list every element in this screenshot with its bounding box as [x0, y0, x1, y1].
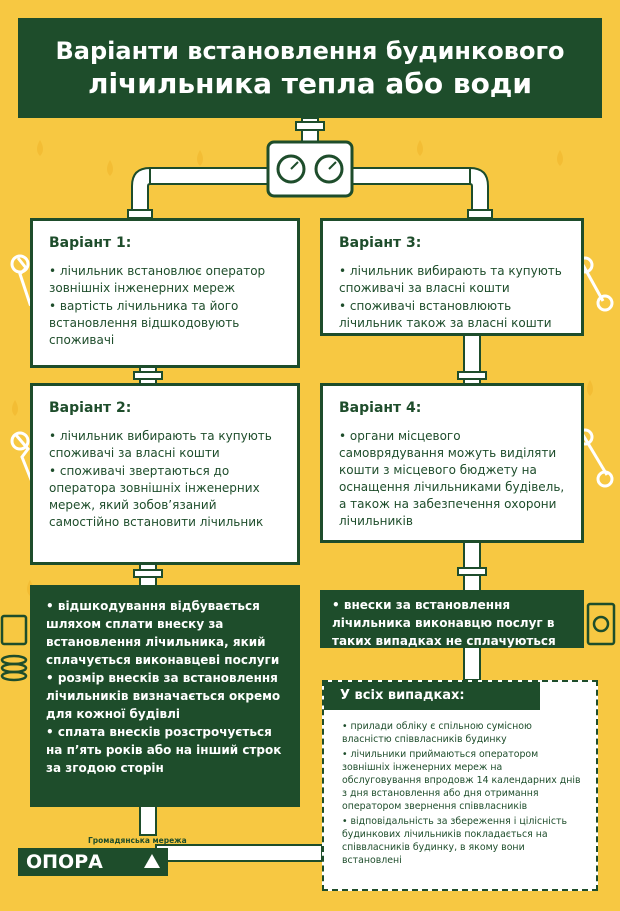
variant-2-title: Варіант 2:: [49, 400, 132, 416]
logo-network: Громадянська мережа: [88, 836, 187, 845]
all-cases-item: • відповідальність за збереження і цілісність будинкових лічильників покладається на співвласників будинку, в якому вони встановлені: [342, 816, 567, 866]
variant-4-card: [320, 383, 584, 543]
variant-3-item: • споживачі встановлюють лічильник також за власні кошти: [339, 299, 552, 330]
header-line-2: лічильника тепла або води: [87, 67, 533, 100]
coins-icon: [0, 612, 30, 692]
logo-name: ОПОРА: [26, 851, 103, 873]
variant-2-card: [30, 383, 300, 565]
all-cases-item: • лічильники приймаються оператором зовнішніх інженерних мереж на обслуговування впродовж 14 календарних днів з дня встановлення або дня отримання оператором звернення співвласників: [342, 749, 581, 812]
left-dark-item: • сплата внесків розстрочується на п’ять років або на інший строк за згодою сторін: [46, 725, 282, 775]
logo-box: [18, 848, 168, 876]
left-dark-item: • відшкодування відбувається шляхом сплати внеску за встановлення лічильника, який сплачується виконавцеві послуги: [46, 599, 280, 667]
variant-2-item: • споживачі звертаються до оператора зовнішніх інженерних мереж, який зобов’язаний самостійно встановити лічильник: [49, 464, 264, 529]
variant-3-item: • лічильник вибирають та купують споживачі за власні кошти: [339, 264, 562, 295]
all-cases-title: У всіх випадках:: [324, 682, 540, 710]
right-dark-item: • внески за встановлення лічильника виконавцю послуг в таких випадках не сплачуються: [332, 598, 556, 648]
all-cases-item: • прилади обліку є спільною сумісною власністю співвласників будинку: [342, 721, 532, 745]
left-dark-item: • розмір внесків за встановлення лічильників визначається окремо для кожної будівлі: [46, 671, 281, 721]
left-dark-panel: [30, 585, 300, 807]
variant-4-title: Варіант 4:: [339, 400, 422, 416]
header-line-1: Варіанти встановлення будинкового: [55, 37, 565, 65]
page-header: [18, 18, 602, 118]
variant-3-card: [320, 218, 584, 336]
all-cases-box: [322, 680, 598, 891]
variant-2-item: • лічильник вибирають та купують споживачі за власні кошти: [49, 429, 272, 460]
variant-1-card: [30, 218, 300, 368]
variant-1-title: Варіант 1:: [49, 235, 132, 251]
variant-3-title: Варіант 3:: [339, 235, 422, 251]
variant-1-item: • вартість лічильника та його встановлення відшкодовують споживачі: [49, 299, 240, 347]
variant-1-item: • лічильник встановлює оператор зовнішніх інженерних мереж: [49, 264, 266, 295]
triangle-icon: [144, 854, 160, 868]
right-dark-panel: [320, 590, 584, 648]
banknote-icon: [584, 600, 618, 660]
variant-4-item: • органи місцевого самоврядування можуть виділяти кошти з місцевого бюджету на оснащення лічильниками будівель, а також на забезпечення охорони лічильників: [339, 429, 565, 528]
